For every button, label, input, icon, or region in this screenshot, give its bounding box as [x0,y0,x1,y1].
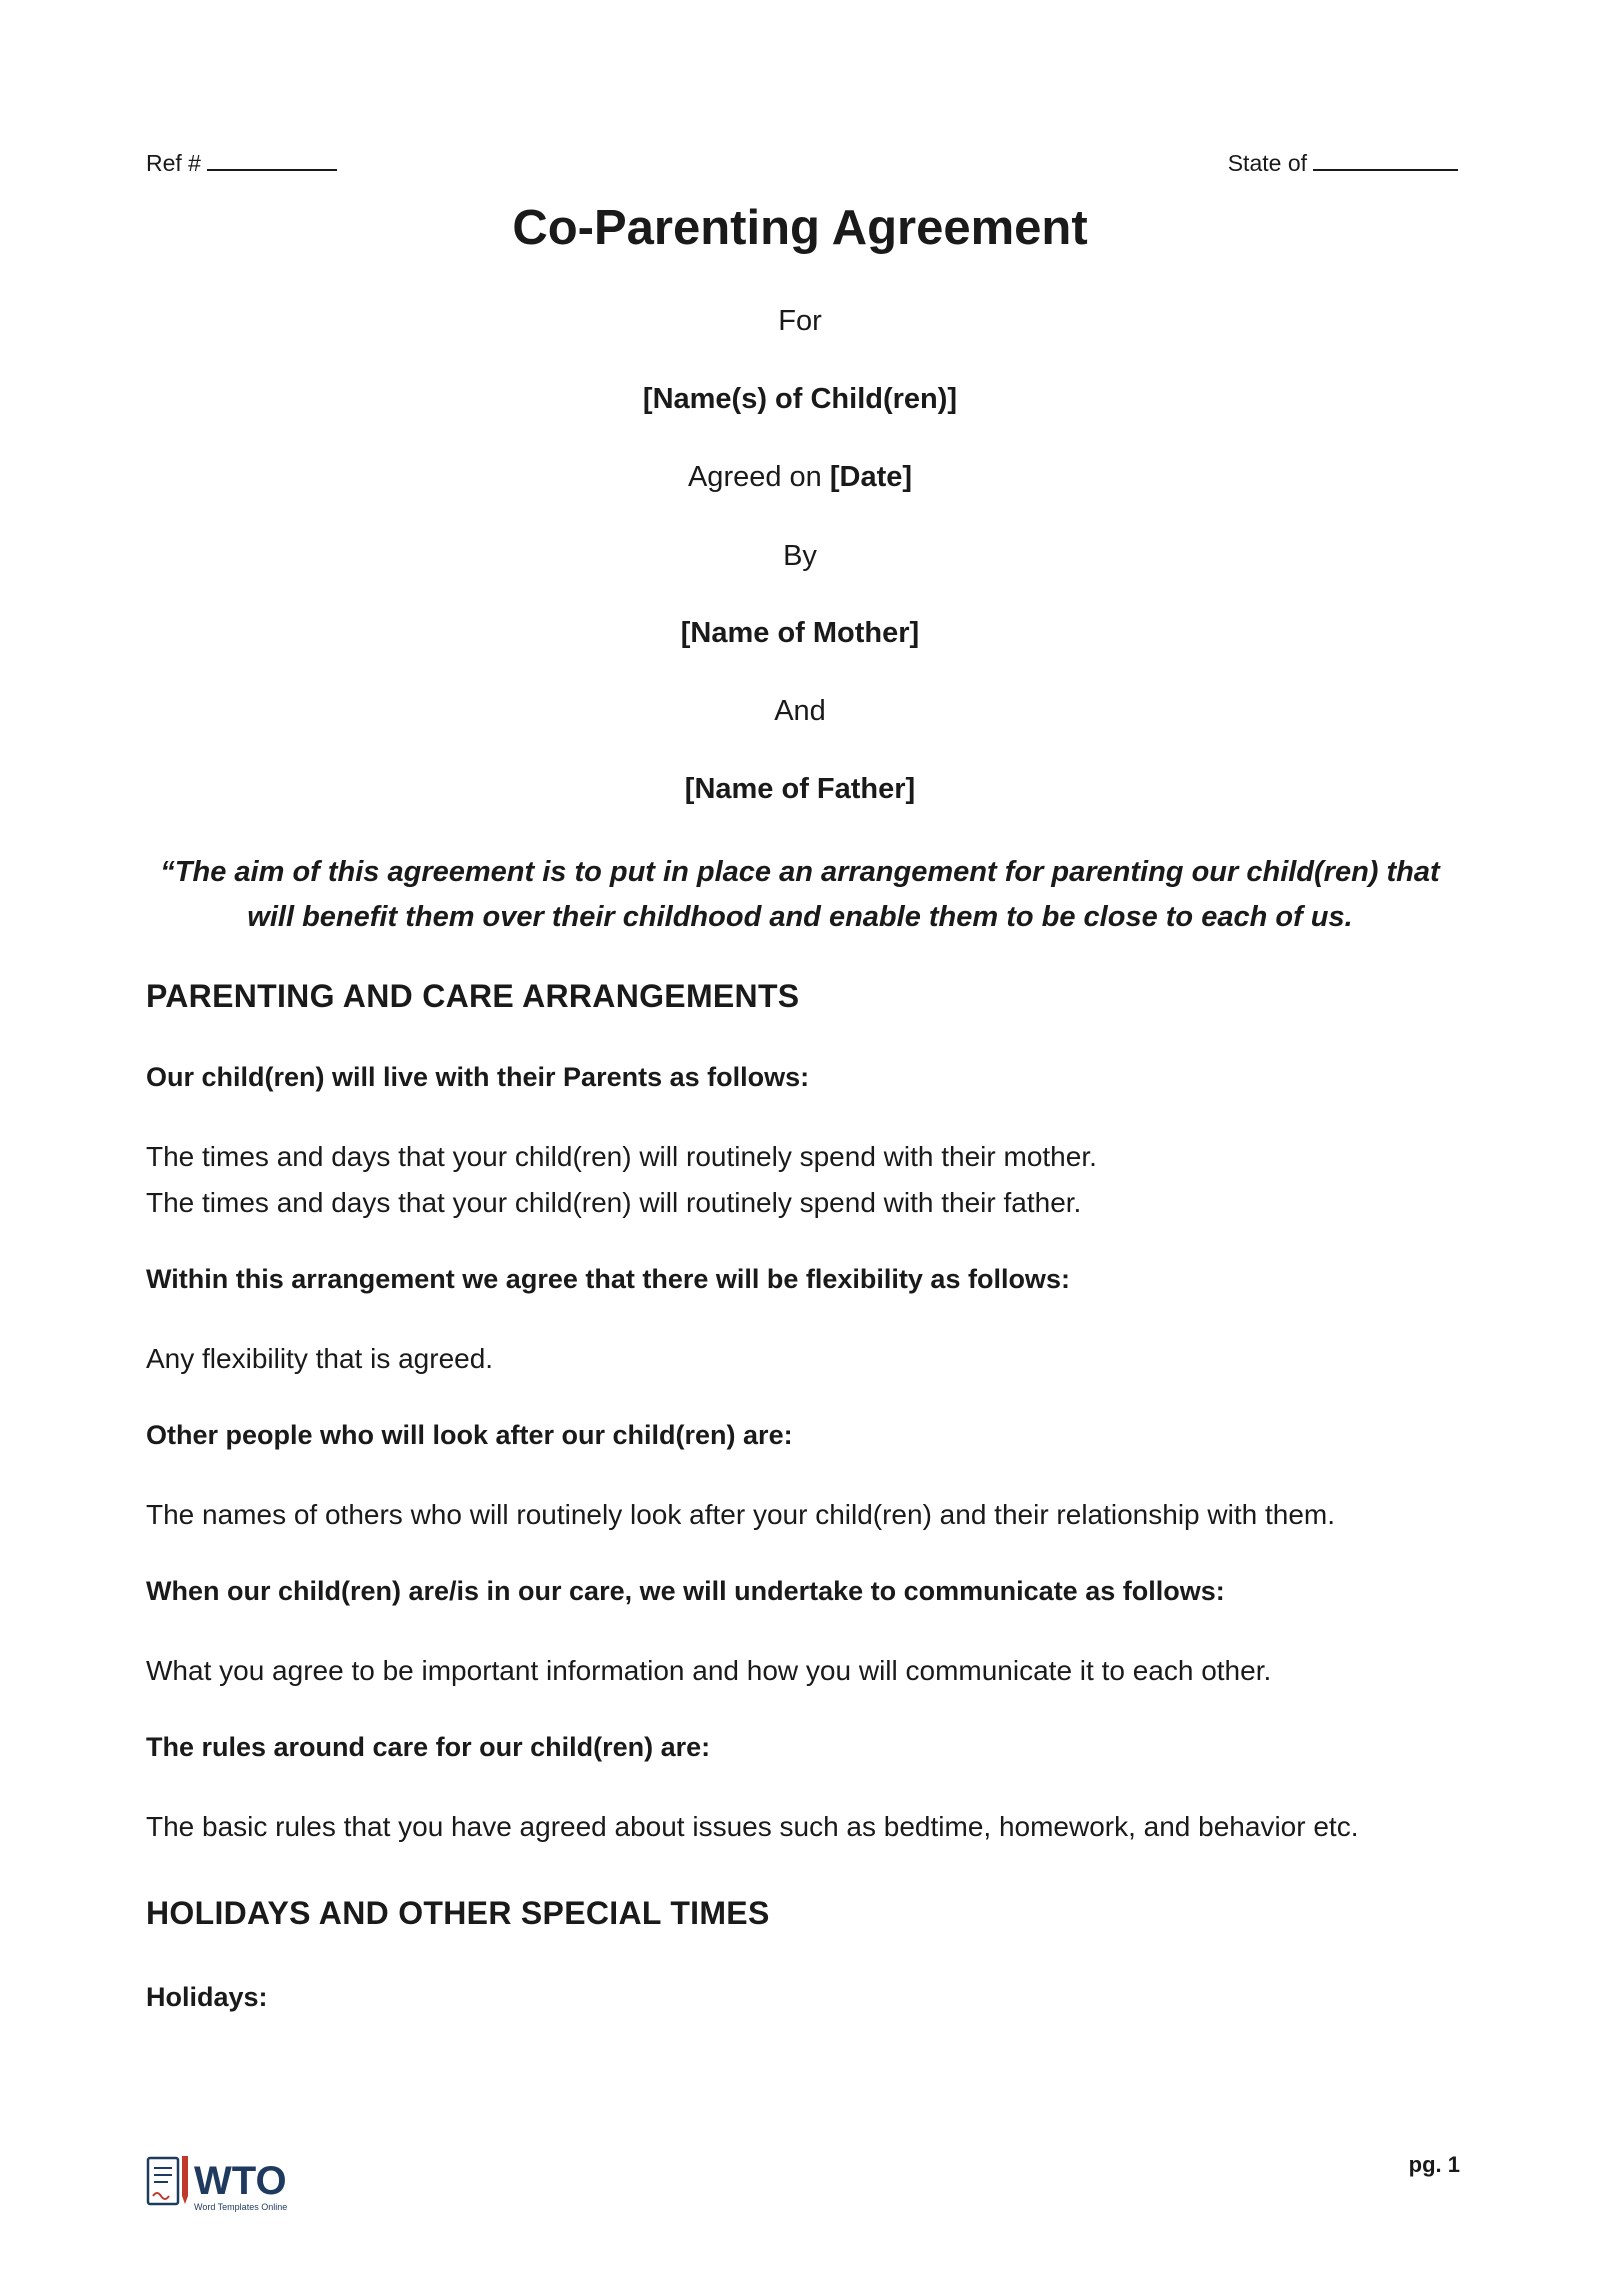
children-names-placeholder: [Name(s) of Child(ren)] [642,383,958,415]
care-rules-text: The basic rules that you have agreed about issues such as bedtime, homework, and behavior etc. [146,1811,1359,1842]
pen-icon [182,2156,188,2196]
live-with-label: Our child(ren) will live with their Parents as follows: [146,1062,810,1092]
flexibility-text: Any flexibility that is agreed. [146,1343,494,1374]
communication-label: When our child(ren) are/is in our care, we will undertake to communicate as follows: [146,1576,1225,1606]
parenting-section-heading: PARENTING AND CARE ARRANGEMENTS [146,978,800,1014]
state-field [1228,150,1458,177]
other-carers-label: Other people who will look after our child(ren) are: [146,1420,793,1450]
live-with-father-text: The times and days that your child(ren) will routinely spend with their father. [146,1187,1082,1218]
document-title: Co-Parenting Agreement [512,201,1088,255]
father-name-placeholder: [Name of Father] [684,773,916,805]
live-with-mother-text: The times and days that your child(ren) will routinely spend with their mother. [146,1141,1097,1172]
communication-text: What you agree to be important information and how you will communicate it to each other. [146,1655,1272,1686]
ref-number-field [146,150,337,177]
and-line: And [774,695,826,727]
logo-text: WTO [194,2159,287,2203]
agreed-on-label: Agreed on [687,461,822,493]
holidays-section-heading: HOLIDAYS AND OTHER SPECIAL TIMES [146,1895,770,1931]
wto-logo-graphic [146,2152,336,2222]
care-rules-label: The rules around care for our child(ren) are: [146,1732,711,1762]
page-number: pg. 1 [1408,2152,1460,2177]
flexibility-label: Within this arrangement we agree that there will be flexibility as follows: [146,1264,1070,1294]
by-line: By [783,540,817,572]
holidays-label: Holidays: [146,1982,268,2012]
other-carers-text: The names of others who will routinely look after your child(ren) and their relationship with them. [146,1499,1336,1530]
for-line: For [778,305,822,337]
ref-blank-line[interactable] [207,151,337,171]
agreed-on-line [0,461,1600,494]
aim-quote: “The aim of this agreement is to put in place an arrangement for parenting our child(ren) that will benefit them over their childhood and enable them to be close to each of us. [160,856,1440,933]
ref-label: Ref # [146,150,201,176]
date-placeholder: [Date] [829,461,913,493]
wto-logo [146,2152,336,2222]
state-blank-line[interactable] [1313,151,1458,171]
state-label: State of [1227,150,1307,176]
mother-name-placeholder: [Name of Mother] [680,617,920,649]
logo-tagline: Word Templates Online [194,2202,288,2212]
